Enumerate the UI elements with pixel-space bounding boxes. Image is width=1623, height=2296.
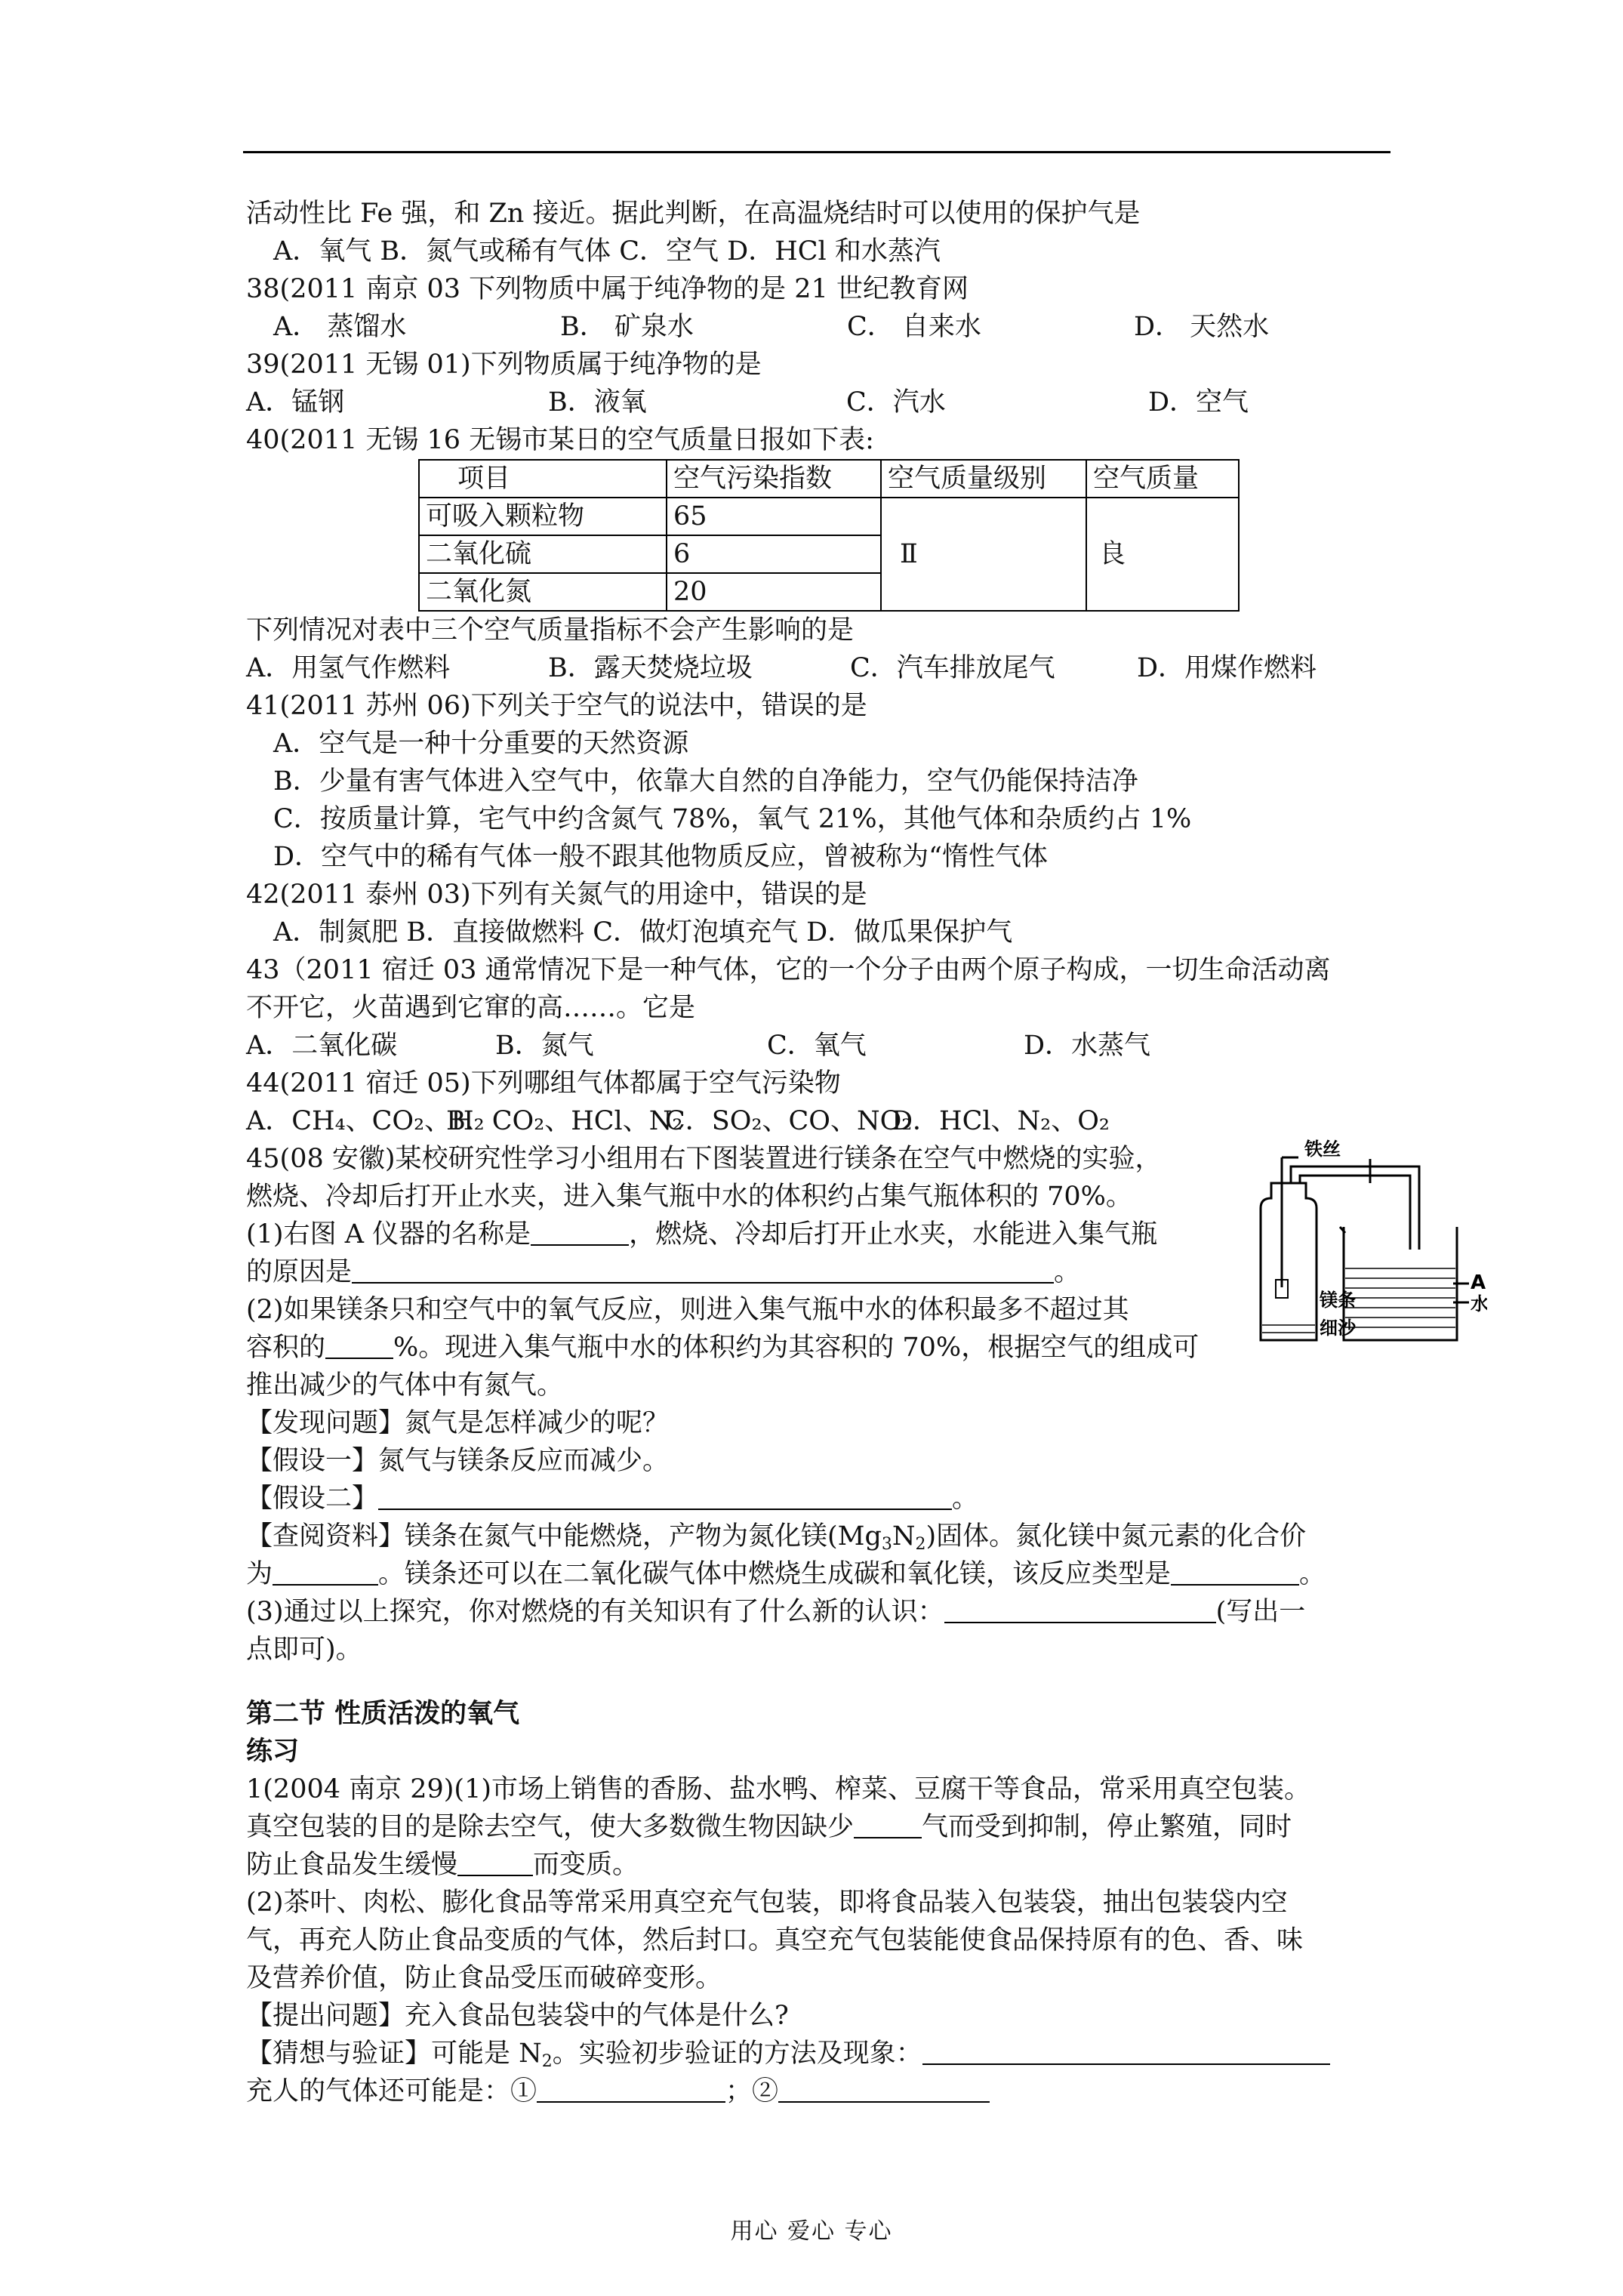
question-45-line — [246, 1555, 1424, 1593]
practice-line — [246, 1846, 1424, 1884]
question-42: 42(2011 泰州 03)下列有关氮气的用途中，错误的是 — [246, 880, 867, 910]
text: (1)右图 A 仪器的名称是 — [246, 1219, 531, 1250]
answer-blank[interactable] — [922, 2038, 1330, 2065]
text: 【猜想与验证】可能是 N — [246, 2039, 542, 2069]
text: (3)通过以上探究，你对燃烧的有关知识有了什么新的认识： — [246, 1597, 944, 1627]
text: N — [892, 1521, 916, 1552]
answer-blank[interactable] — [778, 2076, 990, 2103]
practice-line: (2)茶叶、肉松、膨化食品等常采用真空充气包装，即将食品装入包装袋，抽出包装袋内空 — [246, 1888, 1288, 1918]
answer-blank[interactable] — [854, 1811, 922, 1838]
question-45-line — [246, 1593, 1424, 1631]
question-45-line: 点即可)。 — [246, 1635, 362, 1665]
table-cell: 可吸入颗粒物 — [419, 498, 667, 535]
beaker — [1344, 1227, 1457, 1340]
table-header: 空气污染指数 — [667, 460, 881, 498]
text: 气而受到抑制，停止繁殖，同时 — [922, 1812, 1292, 1842]
table-cell-level: Ⅱ — [881, 498, 1086, 611]
option-b: B．少量有害气体进入空气中，依靠大自然的自净能力，空气仍能保持洁净 — [273, 766, 1138, 797]
apparatus-figure — [1246, 1136, 1487, 1348]
text: 。 — [952, 1484, 979, 1514]
question-43-cont: 不开它，火苗遇到它窜的高……。它是 — [246, 993, 696, 1023]
option-d: D．用煤作燃料 — [1137, 653, 1317, 683]
answer-blank[interactable] — [273, 1558, 378, 1586]
answer-blank[interactable] — [457, 1849, 533, 1876]
text: ，燃烧、冷却后打开止水夹，水能进入集气瓶 — [629, 1219, 1158, 1250]
table-cell-quality: 良 — [1086, 498, 1239, 611]
option-a: A．二氧化碳 — [246, 1031, 398, 1061]
text: 为 — [246, 1559, 273, 1589]
answer-blank[interactable] — [378, 1483, 952, 1510]
label-iron-wire: 铁丝 — [1304, 1139, 1341, 1160]
option-a: A．锰钢 — [246, 387, 345, 418]
table-cell: 65 — [667, 498, 881, 535]
text: 容积的 — [246, 1333, 326, 1363]
table-cell: 二氧化硫 — [419, 535, 667, 573]
option-d: D． 天然水 — [1134, 312, 1270, 342]
text: 。实验初步验证的方法及现象： — [552, 2039, 922, 2069]
practice-line: 气，再充人防止食品变质的气体，然后封口。真空充气包装能使食品保持原有的色、香、味 — [246, 1925, 1304, 1955]
option-a: A．CH₄、CO₂、H₂ — [246, 1106, 485, 1136]
question-45-line: 燃烧、冷却后打开止水夹，进入集气瓶中水的体积约占集气瓶体积的 70%。 — [246, 1182, 1132, 1212]
question-43-options — [246, 1027, 1424, 1065]
answer-blank[interactable] — [944, 1596, 1216, 1623]
option-d: D．空气 — [1148, 387, 1249, 418]
subscript: 3 — [881, 1535, 892, 1554]
practice-line: 【提出问题】充入食品包装袋中的气体是什么? — [246, 2001, 789, 2031]
question-44-options — [246, 1102, 1424, 1140]
answer-blank[interactable] — [531, 1219, 629, 1246]
text: 【假设二】 — [246, 1484, 379, 1514]
answer-blank[interactable] — [537, 2076, 725, 2103]
table-cell: 20 — [667, 573, 881, 611]
spacer — [246, 1669, 1424, 1695]
answer-blank[interactable] — [1171, 1558, 1299, 1586]
table-cell: 二氧化氮 — [419, 573, 667, 611]
option-b: B．CO₂、HCl、N₂ — [446, 1106, 683, 1136]
practice-line — [246, 2035, 1424, 2073]
subscript: 2 — [915, 1535, 926, 1554]
text: 充人的气体还可能是：① — [246, 2076, 537, 2106]
answer-blank[interactable] — [325, 1332, 393, 1359]
text: (写出一 — [1215, 1597, 1306, 1627]
option-b: B．氮气 — [495, 1031, 594, 1061]
question-40-options — [246, 649, 1424, 687]
question-40: 40(2011 无锡 16 无锡市某日的空气质量日报如下表: — [246, 425, 874, 455]
question-40-prompt: 下列情况对表中三个空气质量指标不会产生影响的是 — [246, 615, 855, 646]
option-b: B． 矿泉水 — [560, 312, 694, 342]
table-cell: 6 — [667, 535, 881, 573]
option-b: B．露天焚烧垃圾 — [548, 653, 753, 683]
option-c: C．氧气 — [767, 1031, 867, 1061]
practice-line: 1(2004 南京 29)(1)市场上销售的香肠、盐水鸭、榨菜、豆腐干等食品，常采用真空包装。 — [246, 1774, 1311, 1804]
gas-bottle — [1261, 1183, 1317, 1340]
option-d: D．HCl、N₂、O₂ — [892, 1106, 1110, 1136]
question-45-line: 45(08 安徽)某校研究性学习小组用右下图装置进行镁条在空气中燃烧的实验， — [246, 1144, 1162, 1174]
practice-line — [246, 1808, 1424, 1846]
text: 真空包装的目的是除去空气，使大多数微生物因缺少 — [246, 1812, 855, 1842]
table-header: 空气质量 — [1086, 460, 1239, 498]
apparatus-diagram — [1246, 1136, 1487, 1348]
option-a: A． 蒸馏水 — [273, 312, 407, 342]
table-header: 空气质量级别 — [881, 460, 1086, 498]
question-45-line — [246, 1518, 1424, 1555]
question-39-options — [246, 384, 1424, 421]
question-38-options — [246, 308, 1424, 346]
text: 。 — [1054, 1257, 1081, 1287]
section-subtitle: 练习 — [246, 1736, 300, 1767]
text: ；② — [725, 2076, 779, 2106]
question-45-line — [246, 1216, 1212, 1253]
option-c: C． 自来水 — [847, 312, 981, 342]
options-line: A．氧气 B．氮气或稀有气体 C．空气 D．HCl 和水蒸汽 — [273, 236, 941, 267]
text: 防止食品发生缓慢 — [246, 1850, 458, 1880]
text: 的原因是 — [246, 1257, 353, 1287]
answer-blank[interactable] — [352, 1256, 1054, 1284]
table-row — [419, 498, 1239, 535]
table-header: 项目 — [419, 460, 667, 498]
question-39: 39(2011 无锡 01)下列物质属于纯净物的是 — [246, 350, 762, 380]
question-45-line — [246, 1253, 1212, 1291]
text: )固体。氮化镁中氮元素的化合价 — [925, 1521, 1307, 1552]
option-a: A．空气是一种十分重要的天然资源 — [273, 729, 689, 759]
practice-line — [246, 2073, 1424, 2110]
question-45-line — [246, 1480, 1424, 1518]
page-footer: 用心 爱心 专心 — [730, 2218, 893, 2245]
question-45-line: 【发现问题】氮气是怎样减少的呢？ — [246, 1408, 670, 1438]
option-d: D．空气中的稀有气体一般不跟其他物质反应，曾被称为“惰性气体 — [273, 842, 1048, 872]
connecting-tube — [1291, 1166, 1419, 1250]
text-line: 活动性比 Fe 强，和 Zn 接近。据此判断，在高温烧结时可以使用的保护气是 — [246, 199, 1141, 229]
air-quality-table — [418, 459, 1240, 612]
option-c: C．汽车排放尾气 — [850, 653, 1055, 683]
question-41: 41(2011 苏州 06)下列关于空气的说法中，错误的是 — [246, 691, 867, 721]
text: 。 — [1299, 1559, 1326, 1589]
option-d: D．水蒸气 — [1024, 1031, 1151, 1061]
question-45 — [246, 1140, 1212, 1404]
subscript: 2 — [541, 2052, 553, 2071]
question-45-line: (2)如果镁条只和空气中的氧气反应，则进入集气瓶中水的体积最多不超过其 — [246, 1295, 1129, 1325]
option-a: A．用氢气作燃料 — [246, 653, 451, 683]
text: %。现进入集气瓶中水的体积约为其容积的 70%，根据空气的组成可 — [393, 1333, 1200, 1363]
text: 【查阅资料】镁条在氮气中能燃烧，产物为氮化镁(Mg — [246, 1521, 882, 1552]
label-sand: 细沙 — [1320, 1318, 1356, 1339]
label-magnesium: 镁条 — [1320, 1290, 1356, 1311]
question-45-line: 推出减少的气体中有氮气。 — [246, 1370, 564, 1401]
question-38: 38(2011 南京 03 下列物质中属于纯净物的是 21 世纪教育网 — [246, 274, 969, 304]
option-c: C．SO₂、CO、NO₂ — [665, 1106, 913, 1136]
label-a: A — [1471, 1271, 1486, 1294]
table-header-row — [419, 460, 1239, 498]
option-c: C．按质量计算，宅气中约含氮气 78%，氧气 21%，其他气体和杂质约占 1% — [273, 804, 1192, 834]
header-rule — [243, 151, 1390, 153]
text: 而变质。 — [533, 1850, 639, 1880]
question-43: 43（2011 宿迁 03 通常情况下是一种气体，它的一个分子由两个原子构成，一切生命活动离 — [246, 955, 1331, 985]
question-45-line — [246, 1329, 1212, 1367]
text: 。镁条还可以在二氧化碳气体中燃烧生成碳和氧化镁，该反应类型是 — [378, 1559, 1172, 1589]
question-42-options: A．制氮肥 B．直接做燃料 C．做灯泡填充气 D．做瓜果保护气 — [273, 917, 1013, 948]
option-b: B．液氧 — [548, 387, 647, 418]
practice-line: 及营养价值，防止食品受压而破碎变形。 — [246, 1963, 722, 1993]
label-water: 水 — [1471, 1293, 1487, 1314]
section-title: 第二节 性质活泼的氧气 — [246, 1698, 520, 1729]
question-44: 44(2011 宿迁 05)下列哪组气体都属于空气污染物 — [246, 1068, 841, 1099]
option-c: C．汽水 — [846, 387, 946, 418]
question-45-line: 【假设一】氮气与镁条反应而减少。 — [246, 1446, 670, 1476]
